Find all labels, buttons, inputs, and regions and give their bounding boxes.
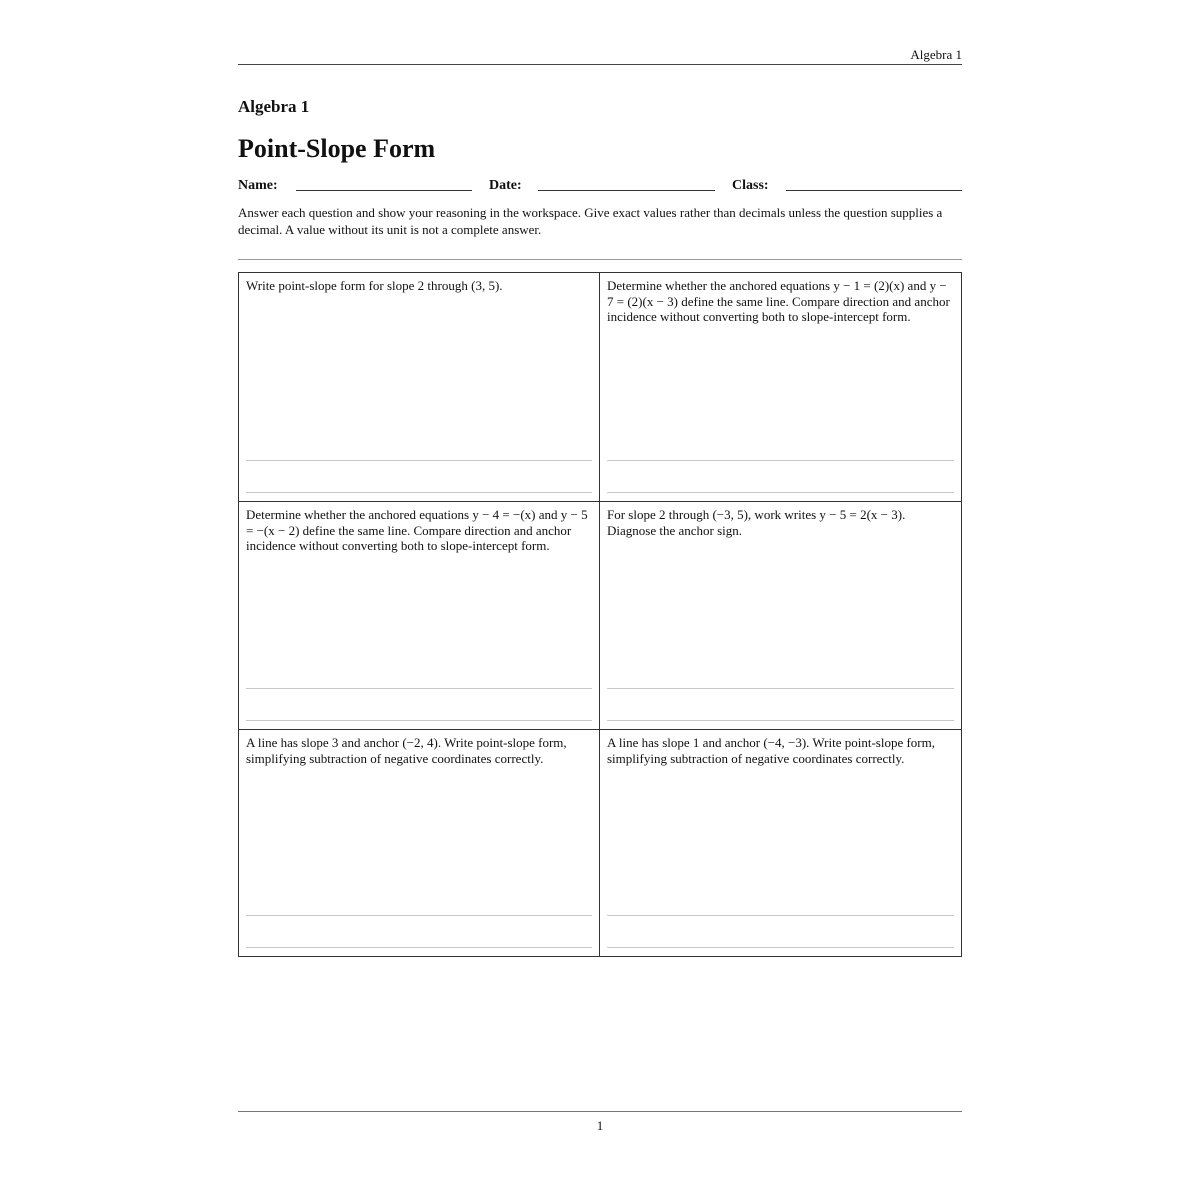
footer-divider [238, 1111, 962, 1112]
name-field-line [296, 190, 472, 191]
class-field-line [786, 190, 962, 191]
question-cell-6 [600, 729, 961, 956]
question-grid [238, 272, 962, 957]
page-number: 1 [596, 1118, 604, 1133]
answer-line [246, 947, 592, 948]
question-text: A line has slope 3 and anchor (−2, 4). Write point-slope form, simplifying subtraction of negative coordinates correctly. [246, 735, 567, 766]
question-cell-4 [600, 501, 961, 729]
answer-line [246, 460, 592, 461]
answer-line [246, 720, 592, 721]
answer-line [607, 460, 954, 461]
course-title: Algebra 1 [238, 97, 310, 116]
answer-line [246, 688, 592, 689]
answer-line [246, 492, 592, 493]
date-field-line [538, 190, 715, 191]
question-text: Determine whether the anchored equations y − 4 = −(x) and y − 5 = −(x − 2) define the same line. Compare direction and anchor incidence without converting both to slope-intercept form. [246, 507, 588, 553]
student-info-row [238, 176, 962, 196]
date-label: Date: [489, 178, 522, 193]
question-cell-5 [239, 729, 600, 956]
question-cell-2 [600, 273, 961, 501]
answer-line [607, 688, 954, 689]
instructions: Answer each question and show your reasoning in the workspace. Give exact values rather than decimals unless the question supplies a decimal. A value without its unit is not a complete answer. [238, 205, 943, 237]
answer-line [607, 915, 954, 916]
running-header: Algebra 1 [238, 46, 962, 65]
section-divider [238, 259, 962, 260]
question-text: Write point-slope form for slope 2 through (3, 5). [246, 278, 503, 293]
answer-line [246, 915, 592, 916]
answer-line [607, 947, 954, 948]
question-text: Determine whether the anchored equations y − 1 = (2)(x) and y − 7 = (2)(x − 3) define the same line. Compare direction and anchor incidence without converting both to slope-intercept form. [607, 278, 950, 324]
answer-line [607, 720, 954, 721]
question-cell-1 [239, 273, 600, 501]
question-text: For slope 2 through (−3, 5), work writes y − 5 = 2(x − 3). Diagnose the anchor sign. [607, 507, 906, 538]
name-label: Name: [238, 178, 278, 193]
class-label: Class: [732, 178, 769, 193]
answer-line [607, 492, 954, 493]
question-text: A line has slope 1 and anchor (−4, −3). Write point-slope form, simplifying subtraction of negative coordinates correctly. [607, 735, 935, 766]
page-title: Point-Slope Form [238, 134, 436, 163]
question-cell-3 [239, 501, 600, 729]
